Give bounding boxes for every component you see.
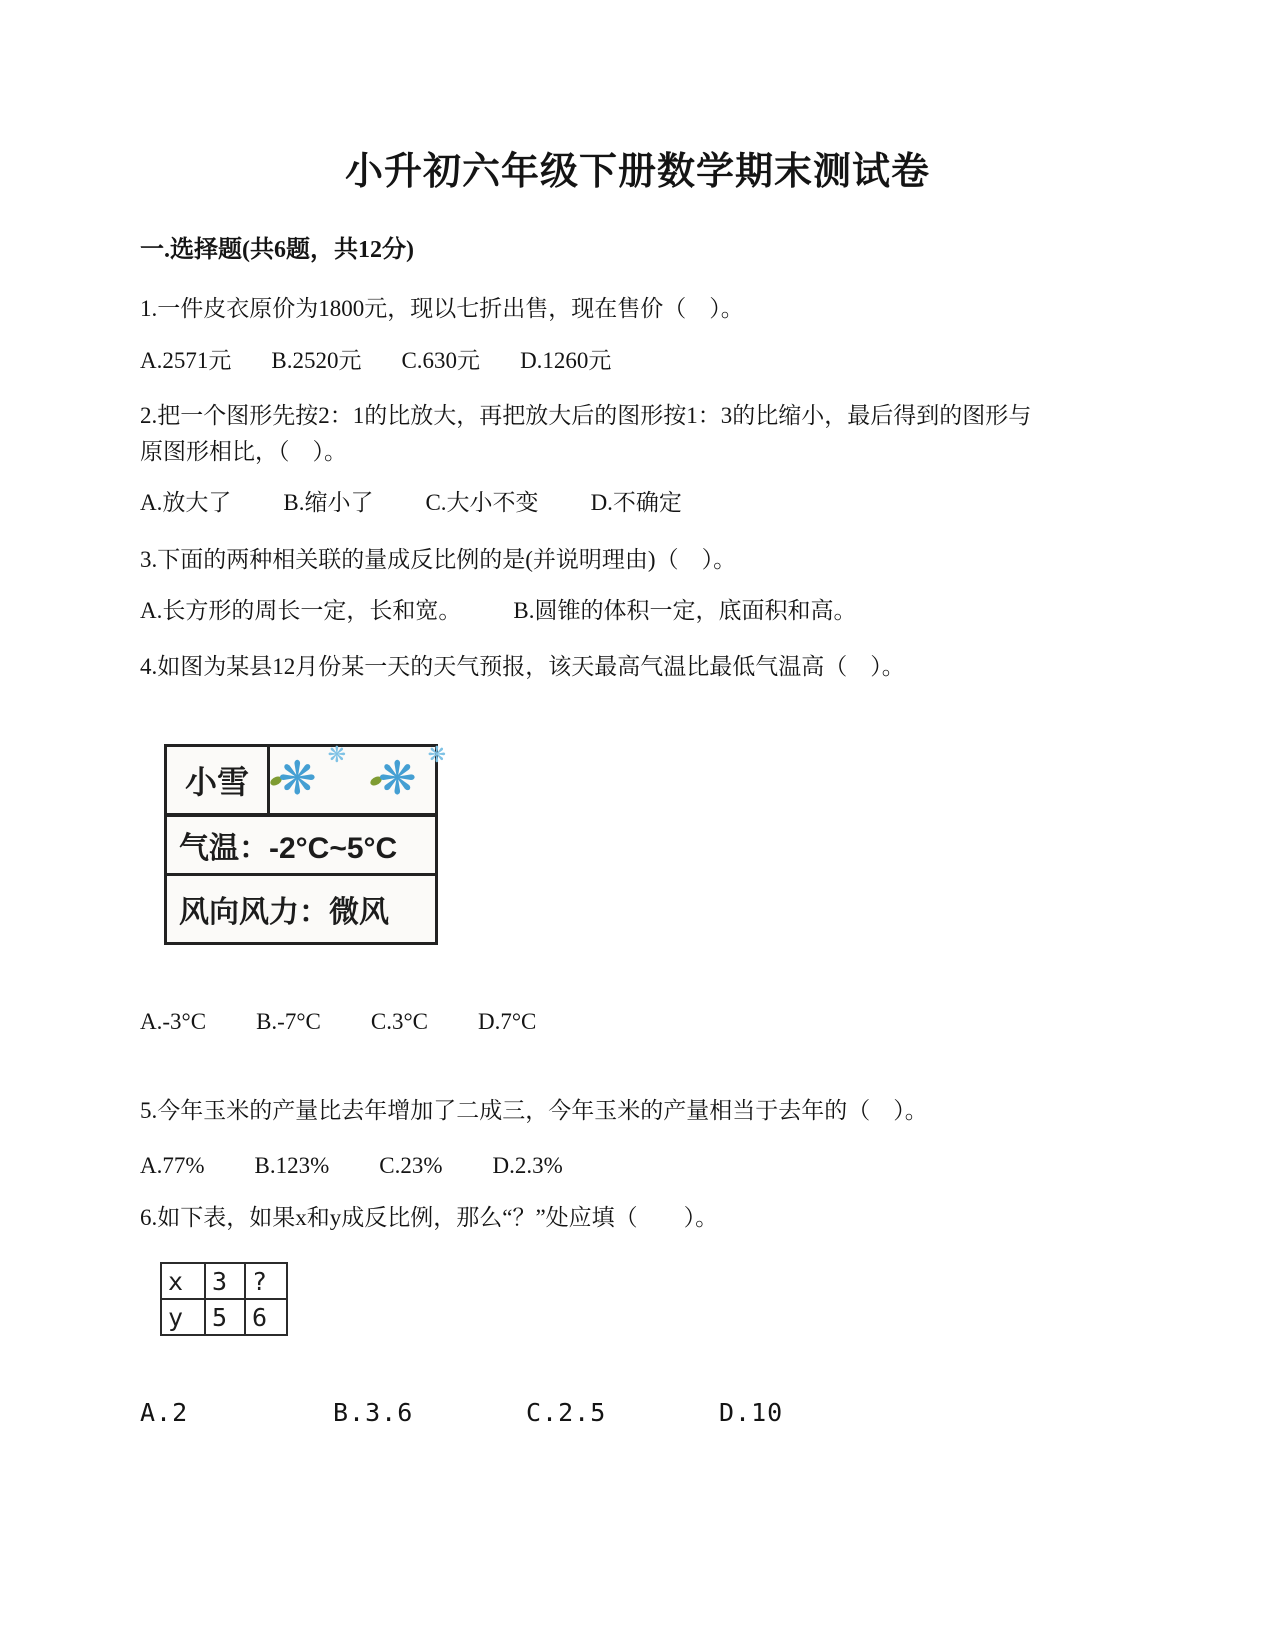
table-cell: y <box>161 1299 205 1335</box>
option-a: A.放大了 <box>140 490 232 515</box>
option-d: D.7°C <box>478 1009 537 1034</box>
question-1-text: 1.一件皮衣原价为1800元，现以七折出售，现在售价（ ）。 <box>140 296 744 321</box>
page-title: 小升初六年级下册数学期末测试卷 <box>344 151 930 193</box>
option-a: A.-3°C <box>140 1009 207 1034</box>
big-snowflake-icon: ❋ <box>378 751 417 805</box>
table-cell: 5 <box>205 1299 245 1335</box>
question-3-text: 3.下面的两种相关联的量成反比例的是(并说明理由)（ ）。 <box>140 547 737 572</box>
table-cell: x <box>161 1263 205 1299</box>
question-4-text: 4.如图为某县12月份某一天的天气预报，该天最高气温比最低气温高（ ）。 <box>140 654 905 679</box>
small-snowflake-icon: ❋ <box>327 743 346 768</box>
question-1-options <box>140 346 611 376</box>
option-d: D.10 <box>719 1398 784 1427</box>
weather-temperature-row: 气温：-2°C~5°C <box>167 817 435 876</box>
table-row-x <box>161 1263 287 1299</box>
option-c: C.3°C <box>370 1009 428 1034</box>
question-5-text: 5.今年玉米的产量比去年增加了二成三，今年玉米的产量相当于去年的（ ）。 <box>140 1098 928 1123</box>
question-2-text: 2.把一个图形先按2：1的比放大，再把放大后的图形按1：3的比缩小，最后得到的图形与原图形相比，（ ）。 <box>140 403 1032 464</box>
option-c: C.大小不变 <box>425 490 539 515</box>
option-d: D.2.3% <box>492 1153 563 1178</box>
weather-forecast-card <box>164 743 446 945</box>
option-d: D.1260元 <box>520 348 612 373</box>
big-snowflake-icon: ❋ <box>278 751 317 805</box>
option-b: B.-7°C <box>256 1009 321 1034</box>
table-row-y <box>161 1299 287 1335</box>
xy-value-table <box>160 1262 288 1336</box>
question-6-text: 6.如下表，如果x和y成反比例，那么“？”处应填（ ）。 <box>140 1205 719 1230</box>
weather-condition-label: 小雪 <box>167 747 270 813</box>
table-cell: 6 <box>245 1299 287 1335</box>
option-a: A.2571元 <box>140 348 232 373</box>
weather-condition-row <box>167 743 446 817</box>
snowflake-icons <box>270 743 446 813</box>
option-a: A.77% <box>140 1153 205 1178</box>
question-6-options <box>140 1398 783 1428</box>
question-5-options <box>140 1151 563 1181</box>
option-c: C.2.5 <box>526 1398 607 1427</box>
option-b: B.2520元 <box>271 348 362 373</box>
option-b: B.圆锥的体积一定，底面积和高。 <box>513 598 857 623</box>
option-a: A.2 <box>140 1398 189 1427</box>
question-2-options <box>140 488 682 518</box>
snowflake-icon <box>370 743 446 811</box>
option-d: D.不确定 <box>590 490 682 515</box>
option-b: B.缩小了 <box>283 490 374 515</box>
table-cell: 3 <box>205 1263 245 1299</box>
section-heading: 一.选择题(共6题，共12分) <box>140 237 414 263</box>
weather-wind-row: 风向风力：微风 <box>179 896 389 929</box>
option-c: C.630元 <box>401 348 481 373</box>
question-3-options <box>140 596 856 626</box>
snowflake-icon <box>270 743 346 811</box>
option-b: B.3.6 <box>333 1398 414 1427</box>
question-4-options <box>140 1007 536 1037</box>
option-c: C.23% <box>379 1153 443 1178</box>
small-snowflake-icon: ❋ <box>427 743 446 768</box>
option-a: A.长方形的周长一定，长和宽。 <box>140 598 462 623</box>
table-cell: ? <box>245 1263 287 1299</box>
option-b: B.123% <box>254 1153 330 1178</box>
